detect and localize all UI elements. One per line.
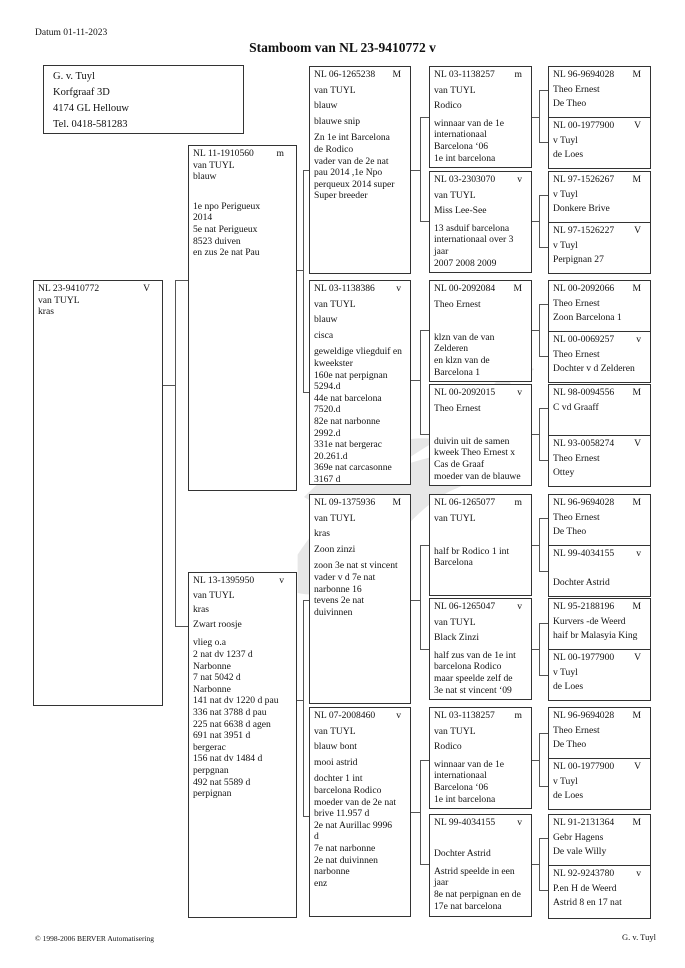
gen4-ring: NL 00-0069257 [553, 334, 615, 345]
gen3-ring: NL 06-1265047 [434, 601, 496, 612]
pedigree-note-line: 1e int barcelona [434, 793, 496, 805]
gen2-header [314, 283, 406, 295]
gen4-line1: C vd Graaff [553, 401, 599, 413]
pedigree-note-line: pau 2014 ,1e Npo [314, 167, 383, 179]
gen4-ring: NL 99-4034155 [553, 548, 615, 559]
gen3-line1 [434, 833, 527, 845]
gen4-ring: NL 96-9694028 [553, 710, 615, 721]
gen3-notes [434, 546, 527, 569]
gen3-header [434, 710, 527, 722]
gen4-line2: Astrid 8 en 17 nat [553, 897, 622, 909]
pedigree-note-line: klzn van de van [434, 331, 495, 343]
pedigree-note-line: duivinnen [314, 606, 353, 618]
pedigree-note-line: internationaal over 3 [434, 234, 514, 246]
gen4-line2: de Loes [553, 149, 584, 161]
dam-ring: NL 13-1395950 [193, 575, 255, 586]
subject-color: kras [38, 306, 54, 318]
gen3-header [434, 283, 527, 295]
gen4-header [553, 601, 646, 613]
gen4-sex: M [632, 283, 641, 294]
gen3-ring: NL 00-2092084 [434, 283, 496, 294]
gen3-card [429, 66, 532, 168]
gen3-card [429, 280, 532, 382]
gen4-sex: M [632, 710, 641, 721]
gen4-ring: NL 00-1977900 [553, 761, 615, 772]
pedigree-note-line: kweekster [314, 357, 353, 369]
gen3-card [429, 814, 532, 917]
pedigree-note-line: 691 nat 3951 d [193, 730, 251, 742]
gen4-line1: v Tuyl [553, 666, 578, 678]
gen3-header [434, 387, 527, 399]
pedigree-note-line: 3e nat st vincent ‘09 [434, 684, 512, 696]
gen4-sex: M [632, 69, 641, 80]
gen4-ring: NL 00-2092066 [553, 283, 615, 294]
gen4-header [553, 497, 646, 509]
gen3-line2 [434, 314, 527, 326]
gen4-card [548, 222, 651, 274]
gen4-header [553, 548, 646, 560]
pedigree-note-line: moeder van de blauwe [434, 470, 521, 482]
pedigree-note-line: 8e nat perpignan en de [434, 888, 521, 900]
gen4-card [548, 758, 651, 810]
pedigree-note-line: 225 nat 6638 d agen [193, 718, 271, 730]
gen4-line2: de Loes [553, 790, 584, 802]
gen4-ring: NL 96-9694028 [553, 497, 615, 508]
print-date: Datum 01-11-2023 [35, 28, 108, 38]
pedigree-note-line: winnaar van de 1e [434, 117, 505, 129]
gen4-line2: de Loes [553, 681, 584, 693]
gen3-header [434, 817, 527, 829]
gen2-owner: van TUYL [314, 512, 356, 524]
sire-color: blauw [193, 171, 217, 183]
pedigree-note-line: barcelona Rodico [434, 661, 502, 673]
gen4-line1: v Tuyl [553, 775, 578, 787]
gen3-notes [434, 223, 527, 269]
gen4-card [548, 545, 651, 597]
pedigree-note-line: 160e nat perpignan [314, 369, 388, 381]
pedigree-note-line: narbonne 16 [314, 583, 362, 595]
pedigree-note-line: tevens 2e nat [314, 595, 365, 607]
gen4-line1: v Tuyl [553, 134, 578, 146]
pedigree-note-line: 2014 [193, 212, 213, 224]
dam-sex: v [279, 575, 284, 586]
gen3-card [429, 707, 532, 809]
pedigree-note-line: 336 nat 3788 d pau [193, 706, 267, 718]
gen3-sex: m [514, 497, 522, 508]
gen4-sex: V [634, 438, 641, 449]
gen3-sex: M [513, 283, 522, 294]
pedigree-note-line: half zus van de 1e int [434, 649, 516, 661]
gen4-line2: Zoon Barcelona 1 [553, 312, 622, 324]
pedigree-note-line: Astrid speelde in een [434, 865, 515, 877]
gen2-sex: v [396, 710, 401, 721]
gen4-sex: M [632, 817, 641, 828]
gen4-header [553, 120, 646, 132]
gen4-card [548, 117, 651, 169]
gen4-line2: Donkere Brive [553, 203, 610, 215]
gen4-header [553, 334, 646, 346]
gen3-sex: v [517, 387, 522, 398]
gen4-line2: Ottey [553, 467, 575, 479]
gen3-sex: v [517, 817, 522, 828]
gen4-header [553, 710, 646, 722]
pedigree-note-line: zoon 3e nat st vincent [314, 560, 398, 572]
gen4-ring: NL 91-2131364 [553, 817, 615, 828]
gen2-sex: M [392, 69, 401, 80]
gen3-line2: Rodico [434, 741, 462, 753]
gen3-notes [434, 759, 527, 805]
pedigree-note-line: 7520.d [314, 404, 341, 416]
pedigree-note-line: Zn 1e int Barcelona [314, 132, 390, 144]
gen4-line1: Theo Ernest [553, 452, 600, 464]
gen4-sex: v [636, 334, 641, 345]
pedigree-note-line: Cas de Graaf [434, 458, 485, 470]
gen4-header [553, 225, 646, 237]
gen3-notes [434, 436, 527, 482]
sire-notes [193, 201, 292, 259]
gen2-owner: van TUYL [314, 298, 356, 310]
pedigree-note-line: 7e nat narbonne [314, 842, 376, 854]
gen4-ring: NL 00-1977900 [553, 652, 615, 663]
gen4-sex: v [636, 548, 641, 559]
gen4-line2: haif br Malasyia King [553, 630, 638, 642]
gen2-ring: NL 07-2008460 [314, 710, 376, 721]
gen4-line2: Dochter v d Zelderen [553, 363, 635, 375]
gen2-header [314, 69, 406, 81]
pedigree-note-line: 2992.d [314, 427, 341, 439]
pedigree-note-line: bergerac [193, 741, 226, 753]
gen3-header [434, 174, 527, 186]
gen4-line2: De Theo [553, 526, 587, 538]
gen4-sex: V [634, 761, 641, 772]
pedigree-note-line: 2 nat dv 1237 d [193, 648, 253, 660]
pedigree-note-line: 1e npo Perigueux [193, 200, 261, 212]
gen3-line1: Theo Ernest [434, 402, 481, 414]
sire-card [188, 145, 297, 491]
gen4-line1 [553, 563, 646, 575]
gen4-sex: M [632, 174, 641, 185]
gen2-color: blauw [314, 100, 338, 112]
gen2-ring: NL 03-1138386 [314, 283, 375, 294]
gen3-line2: Black Zinzi [434, 632, 480, 644]
dam-owner: van TUYL [193, 589, 235, 601]
gen3-card [429, 171, 532, 273]
pedigree-note-line: 8523 duiven [193, 235, 241, 247]
pedigree-note-line: 156 nat dv 1484 d [193, 753, 263, 765]
gen2-ring: NL 09-1375936 [314, 497, 376, 508]
gen2-notes [314, 346, 406, 485]
gen3-sex: m [514, 710, 522, 721]
gen2-card [309, 280, 411, 485]
page-title: Stamboom van NL 23-9410772 v [249, 40, 436, 55]
gen4-header [553, 761, 646, 773]
gen4-ring: NL 95-2188196 [553, 601, 615, 612]
dam-notes [193, 637, 292, 799]
gen2-notes [314, 773, 406, 889]
pedigree-note-line: Barcelona [434, 557, 473, 569]
gen3-line1: van TUYL [434, 616, 476, 628]
owner-name: G. v. Tuyl [53, 71, 95, 82]
gen4-line1: Kurvers -de Weerd [553, 615, 626, 627]
pedigree-note-line: dochter 1 int [314, 773, 363, 785]
footer-copyright: © 1998-2006 BERVER Automatisering [35, 934, 155, 943]
pedigree-note-line: Zelderen [434, 343, 469, 355]
pedigree-note-line: geweldige vliegduif en [314, 346, 402, 358]
pedigree-note-line: perpgnan [193, 764, 229, 776]
pedigree-note-line: internationaal [434, 770, 487, 782]
gen3-ring: NL 03-1138257 [434, 69, 495, 80]
gen3-line1: Theo Ernest [434, 298, 481, 310]
pedigree-note-line: enz [314, 877, 328, 889]
gen4-line1: Theo Ernest [553, 511, 600, 523]
gen4-line1: v Tuyl [553, 239, 578, 251]
gen2-card [309, 494, 411, 704]
dam-card [188, 572, 297, 918]
gen4-ring: NL 00-1977900 [553, 120, 615, 131]
gen4-line1: Theo Ernest [553, 724, 600, 736]
gen3-line2 [434, 418, 527, 430]
pedigree-note-line: 3167 d [314, 473, 341, 485]
sire-ring: NL 11-1910560 [193, 148, 254, 159]
gen3-ring: NL 99-4034155 [434, 817, 496, 828]
gen4-card [548, 331, 651, 383]
gen4-line1: v Tuyl [553, 188, 578, 200]
pedigree-note-line: kweek Theo Ernest x [434, 447, 516, 459]
gen4-line2: De Theo [553, 98, 587, 110]
gen2-owner: van TUYL [314, 725, 356, 737]
subject-owner: van TUYL [38, 294, 80, 306]
pedigree-note-line: Narbonne [193, 660, 231, 672]
pedigree-note-line: 2007 2008 2009 [434, 257, 497, 269]
gen2-card [309, 707, 411, 917]
dam-name: Zwart roosje [193, 618, 242, 630]
gen2-header [314, 497, 406, 509]
gen4-header [553, 868, 646, 880]
footer-owner: G. v. Tuyl [622, 932, 656, 942]
gen2-name: blauwe snip [314, 115, 361, 127]
gen4-card [548, 707, 651, 759]
gen2-sex: v [396, 283, 401, 294]
gen3-line1: van TUYL [434, 189, 476, 201]
gen3-line1: van TUYL [434, 84, 476, 96]
gen4-line1: P.en H de Weerd [553, 882, 617, 894]
gen3-header [434, 497, 527, 509]
subject-ring: NL 23-9410772 [38, 283, 100, 294]
pedigree-note-line: 7 nat 5042 d [193, 672, 241, 684]
gen4-card [548, 384, 651, 436]
gen4-sex: M [632, 497, 641, 508]
gen2-card [309, 66, 411, 274]
gen4-card [548, 280, 651, 332]
pedigree-note-line: 20.261.d [314, 450, 348, 462]
gen4-header [553, 69, 646, 81]
pedigree-note-line: Barcelona ‘06 [434, 781, 489, 793]
gen3-card [429, 598, 532, 700]
gen2-color: blauw bont [314, 741, 357, 753]
gen4-header [553, 387, 646, 399]
gen2-notes [314, 132, 406, 202]
owner-phone: Tel. 0418-581283 [53, 119, 128, 130]
gen3-ring: NL 06-1265077 [434, 497, 496, 508]
subject-sex: V [143, 283, 150, 294]
gen4-card [548, 598, 651, 650]
pedigree-note-line: 13 asduif barcelona [434, 222, 510, 234]
pedigree-note-line: Narbonne [193, 683, 231, 695]
pedigree-note-line: duivin uit de samen [434, 435, 510, 447]
gen2-name: mooi astrid [314, 756, 358, 768]
owner-street: Korfgraaf 3D [53, 87, 110, 98]
gen4-sex: M [632, 601, 641, 612]
pedigree-note-line: perqueux 2014 super [314, 178, 395, 190]
gen4-ring: NL 98-0094556 [553, 387, 615, 398]
gen4-line1: Theo Ernest [553, 83, 600, 95]
gen4-card [548, 865, 651, 919]
pedigree-note-line: 2e nat duivinnen [314, 854, 378, 866]
gen2-name: Zoon zinzi [314, 543, 356, 555]
gen4-header [553, 438, 646, 450]
sire-owner: van TUYL [193, 159, 235, 171]
gen3-notes [434, 650, 527, 696]
gen3-line2: Dochter Astrid [434, 848, 491, 860]
gen2-ring: NL 06-1265238 [314, 69, 376, 80]
gen4-ring: NL 93-0058274 [553, 438, 615, 449]
pedigree-note-line: brive 11.957 d [314, 808, 370, 820]
pedigree-note-line: half br Rodico 1 int [434, 545, 510, 557]
gen3-ring: NL 00-2092015 [434, 387, 496, 398]
pedigree-note-line: barcelona Rodico [314, 784, 382, 796]
gen2-header [314, 710, 406, 722]
gen4-card [548, 66, 651, 118]
gen4-card [548, 435, 651, 487]
pedigree-note-line: Barcelona ‘06 [434, 140, 489, 152]
gen4-sex: v [636, 868, 641, 879]
gen4-header [553, 283, 646, 295]
gen4-header [553, 652, 646, 664]
gen4-card [548, 171, 651, 223]
pedigree-note-line: 5294.d [314, 381, 341, 393]
gen4-ring: NL 97-1526227 [553, 225, 615, 236]
gen4-ring: NL 97-1526267 [553, 174, 615, 185]
gen3-line2: Miss Lee-See [434, 205, 487, 217]
gen3-sex: m [514, 69, 522, 80]
pedigree-note-line: 141 nat dv 1220 d pau [193, 695, 279, 707]
pedigree-note-line: d [314, 831, 319, 843]
owner-city: 4174 GL Hellouw [53, 103, 130, 114]
gen4-header [553, 817, 646, 829]
gen3-notes [434, 118, 527, 164]
pedigree-note-line: Super breeder [314, 190, 368, 202]
gen4-line2: De Theo [553, 739, 587, 751]
pedigree-note-line: 492 nat 5589 d [193, 776, 251, 788]
pedigree-note-line: en zus 2e nat Pau [193, 247, 260, 259]
gen3-line2 [434, 528, 527, 540]
gen3-card [429, 384, 532, 486]
gen4-sex: V [634, 120, 641, 131]
gen4-card [548, 814, 651, 866]
gen3-sex: v [517, 601, 522, 612]
pedigree-note-line: en klzn van de [434, 354, 490, 366]
pedigree-note-line: jaar [434, 877, 449, 889]
gen4-line1: Theo Ernest [553, 297, 600, 309]
pedigree-note-line: 82e nat narbonne [314, 415, 381, 427]
pedigree-note-line: 44e nat barcelona [314, 392, 382, 404]
gen2-sex: M [392, 497, 401, 508]
pedigree-note-line: jaar [434, 245, 449, 257]
gen2-owner: van TUYL [314, 84, 356, 96]
gen3-notes [434, 332, 527, 378]
pedigree-note-line: internationaal [434, 129, 487, 141]
gen2-notes [314, 560, 406, 618]
gen3-header [434, 601, 527, 613]
gen4-line2: Perpignan 27 [553, 254, 604, 266]
gen4-line1: Gebr Hagens [553, 831, 604, 843]
gen2-color: blauw [314, 314, 338, 326]
gen4-line2: De vale Willy [553, 846, 607, 858]
pedigree-note-line: perpignan [193, 788, 232, 800]
gen2-color: kras [314, 528, 330, 540]
pedigree-note-line: 331e nat bergerac [314, 439, 383, 451]
subject-card [33, 280, 163, 706]
gen4-card [548, 649, 651, 701]
gen4-line2: Dochter Astrid [553, 577, 610, 589]
pedigree-note-line: de Rodico [314, 143, 354, 155]
gen3-line2: Rodico [434, 100, 462, 112]
gen3-card [429, 494, 532, 596]
pedigree-note-line: vader van de 2e nat [314, 155, 389, 167]
gen4-header [553, 174, 646, 186]
gen3-ring: NL 03-1138257 [434, 710, 495, 721]
pedigree-note-line: 17e nat barcelona [434, 900, 502, 912]
gen3-header [434, 69, 527, 81]
owner-box [43, 65, 244, 134]
gen4-sex: V [634, 225, 641, 236]
gen4-card [548, 494, 651, 546]
gen4-ring: NL 92-9243780 [553, 868, 615, 879]
gen4-sex: M [632, 387, 641, 398]
pedigree-note-line: moeder van de 2e nat [314, 796, 397, 808]
gen3-line1: van TUYL [434, 512, 476, 524]
gen3-line1: van TUYL [434, 725, 476, 737]
pedigree-note-line: vlieg o.a [193, 637, 227, 649]
gen3-ring: NL 03-2303070 [434, 174, 496, 185]
gen3-notes [434, 866, 527, 912]
sire-sex: m [276, 148, 284, 159]
pedigree-note-line: 369e nat carcasonne [314, 462, 392, 474]
pedigree-note-line: narbonne [314, 866, 350, 878]
pedigree-note-line: vader v d 7e nat [314, 571, 376, 583]
gen4-ring: NL 96-9694028 [553, 69, 615, 80]
gen4-line1: Theo Ernest [553, 348, 600, 360]
pedigree-note-line: 2e nat Aurillac 9996 [314, 819, 393, 831]
dam-color: kras [193, 604, 209, 616]
pedigree-note-line: Barcelona 1 [434, 366, 481, 378]
pedigree-note-line: 5e nat Perigueux [193, 223, 258, 235]
pedigree-note-line: 1e int barcelona [434, 152, 496, 164]
gen4-sex: V [634, 652, 641, 663]
gen2-name: cisca [314, 329, 334, 341]
pedigree-note-line: maar speelde zelf de [434, 672, 513, 684]
pedigree-note-line: winnaar van de 1e [434, 758, 505, 770]
gen3-sex: v [517, 174, 522, 185]
